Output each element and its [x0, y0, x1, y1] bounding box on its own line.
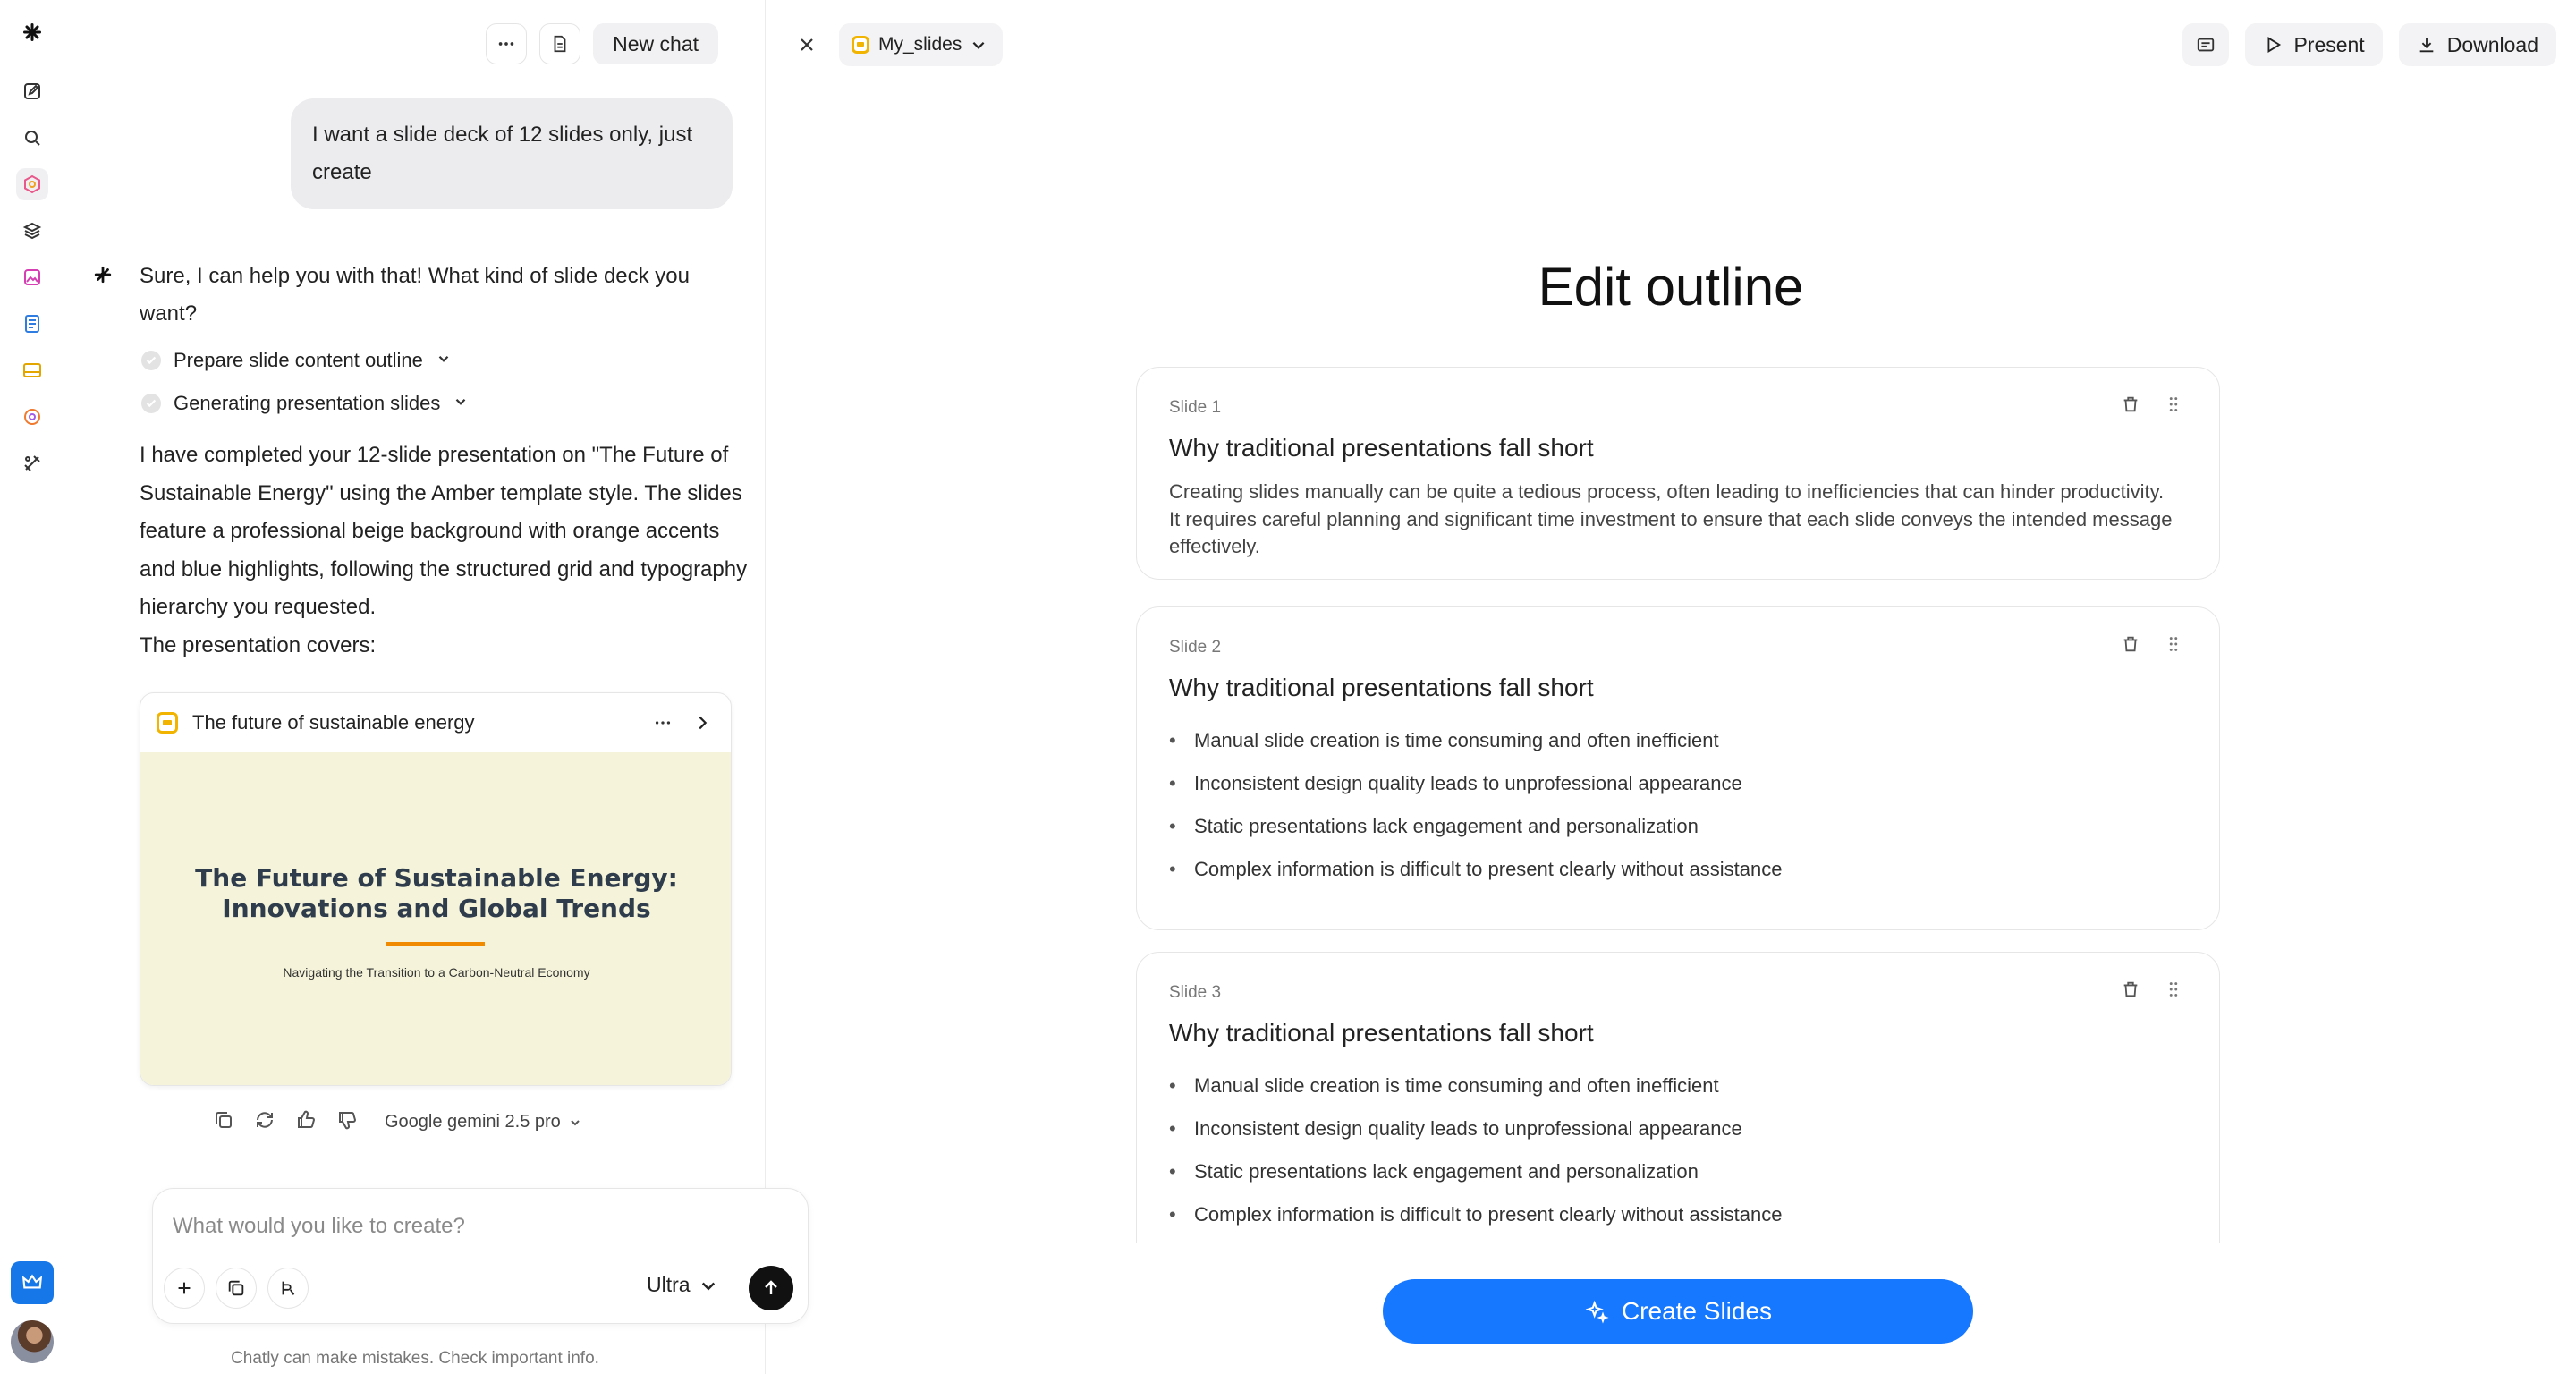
create-slides-label: Create Slides	[1621, 1297, 1773, 1325]
slide-card[interactable]	[1136, 606, 2220, 930]
preview-title-line-1: The Future of Sustainable Energy:	[195, 863, 678, 893]
app-logo-icon[interactable]	[16, 16, 48, 48]
avatar[interactable]	[11, 1320, 54, 1363]
editor-actions	[2182, 23, 2556, 66]
message-actions	[213, 1109, 582, 1135]
play-icon	[2263, 35, 2283, 55]
bullet-item[interactable]: • Manual slide creation is time consuming and often inefficient	[1169, 1073, 1782, 1115]
trash-icon[interactable]	[2121, 980, 2140, 1004]
apps-icon[interactable]	[16, 168, 48, 200]
bullet-text: Static presentations lack engagement and personalization	[1194, 1160, 1699, 1183]
slide-title[interactable]: Why traditional presentations fall short	[1169, 674, 1594, 701]
new-chat-icon[interactable]	[16, 75, 48, 107]
check-icon	[141, 351, 161, 370]
mode-selector[interactable]	[647, 1273, 717, 1297]
image-icon[interactable]	[16, 261, 48, 293]
search-icon[interactable]	[16, 122, 48, 154]
layout-toggle-button[interactable]	[2182, 23, 2229, 66]
card-title: The future of sustainable energy	[192, 711, 475, 734]
slide-bullets	[1169, 727, 1782, 899]
prompt-input[interactable]	[173, 1209, 781, 1244]
assistant-intro: Sure, I can help you with that! What kind of slide deck you want?	[140, 264, 690, 326]
outline-editor	[766, 0, 2576, 1374]
bullet-text: Static presentations lack engagement and personalization	[1194, 815, 1699, 837]
download-icon	[2417, 35, 2436, 55]
copy-icon[interactable]	[213, 1109, 234, 1135]
slide-body[interactable]: Creating slides manually can be quite a tedious process, often leading to inefficiencies that can hinder productivity. It requires careful planning and significant time investment to ensure that each slide conveys the intended message effectively.	[1169, 480, 2173, 557]
tools-button[interactable]	[267, 1268, 309, 1309]
bullet-text: Complex information is difficult to present clearly without assistance	[1194, 1203, 1783, 1226]
assistant-response	[140, 437, 757, 665]
step-label: Generating presentation slides	[174, 392, 441, 414]
bullet-item[interactable]: • Inconsistent design quality leads to unprofessional appearance	[1169, 770, 1782, 813]
thumbs-down-icon[interactable]	[336, 1109, 358, 1135]
model-label: Google gemini 2.5 pro	[385, 1112, 561, 1132]
drag-handle-icon[interactable]	[2164, 980, 2183, 1004]
add-attachment-button[interactable]	[164, 1268, 205, 1309]
document-icon-button[interactable]	[539, 23, 580, 64]
bullet-text: Manual slide creation is time consuming and often inefficient	[1194, 729, 1719, 751]
upgrade-crown-icon[interactable]	[11, 1261, 54, 1304]
slide-actions	[2121, 394, 2183, 419]
chat-composer	[152, 1188, 809, 1324]
check-icon	[141, 394, 161, 413]
preview-divider	[386, 942, 485, 946]
step-outline[interactable]	[141, 349, 452, 372]
more-icon[interactable]	[650, 710, 675, 735]
slide-actions	[2121, 634, 2183, 658]
disclaimer: Chatly can make mistakes. Check important info.	[231, 1349, 599, 1368]
page-title: Edit outline	[1538, 257, 1804, 317]
bullet-item[interactable]: • Manual slide creation is time consuming and often inefficient	[1169, 727, 1782, 770]
preview-subtitle: Navigating the Transition to a Carbon-Neutral Economy	[283, 965, 590, 980]
chevron-down-icon	[568, 1115, 582, 1130]
slide-title[interactable]: Why traditional presentations fall short	[1169, 434, 1594, 462]
bullet-text: Inconsistent design quality leads to unprofessional appearance	[1194, 772, 1742, 794]
bullet-item[interactable]: • Static presentations lack engagement and personalization	[1169, 813, 1782, 856]
slide-preview[interactable]	[140, 752, 732, 1086]
slide-actions	[2121, 980, 2183, 1004]
file-name: My_slides	[878, 34, 962, 55]
document-icon[interactable]	[16, 308, 48, 340]
chevron-down-icon	[699, 1276, 717, 1294]
create-slides-button[interactable]	[1383, 1279, 1973, 1344]
step-label: Prepare slide content outline	[174, 349, 423, 371]
layout-icon	[2196, 35, 2216, 55]
mode-label: Ultra	[647, 1273, 691, 1296]
slide-number: Slide 3	[1169, 983, 1222, 1002]
regenerate-icon[interactable]	[254, 1109, 275, 1135]
download-label: Download	[2446, 32, 2538, 56]
new-chat-button[interactable]: New chat	[593, 23, 718, 64]
user-message: I want a slide deck of 12 slides only, just create	[291, 98, 733, 209]
chevron-down-icon	[970, 37, 987, 53]
download-button[interactable]	[2399, 23, 2556, 66]
slides-icon[interactable]	[16, 354, 48, 386]
thumbs-up-icon[interactable]	[295, 1109, 317, 1135]
bullet-text: Inconsistent design quality leads to unprofessional appearance	[1194, 1117, 1742, 1140]
bullet-text: Complex information is difficult to present clearly without assistance	[1194, 858, 1783, 880]
slide-number: Slide 1	[1169, 398, 1222, 417]
icon-rail	[0, 0, 64, 1374]
layers-icon[interactable]	[16, 215, 48, 247]
response-covers: The presentation covers:	[140, 632, 377, 657]
present-label: Present	[2293, 32, 2365, 56]
slide-outline-list	[1136, 367, 2220, 1243]
sparkle-icon	[1584, 1299, 1609, 1324]
close-icon[interactable]	[792, 30, 821, 59]
bullet-item[interactable]: • Complex information is difficult to present clearly without assistance	[1169, 1201, 1782, 1243]
model-selector[interactable]	[385, 1112, 582, 1132]
trash-icon[interactable]	[2121, 634, 2140, 658]
chevron-down-icon[interactable]	[436, 349, 452, 372]
file-selector[interactable]	[839, 23, 1003, 66]
step-generating[interactable]	[141, 392, 469, 415]
chat-panel	[64, 0, 766, 1374]
slides-file-icon	[852, 36, 869, 54]
response-text: I have completed your 12-slide presentation on "The Future of Sustainable Energy" using the Amber template style. The slides feature a professional beige background with orange accents and blue highlights, following the structured grid and typography hierarchy you requested.	[140, 443, 748, 619]
presentation-card[interactable]	[140, 692, 732, 1086]
trash-icon[interactable]	[2121, 394, 2140, 419]
slide-card[interactable]	[1136, 952, 2220, 1243]
slide-number: Slide 2	[1169, 638, 1222, 657]
preview-title	[140, 863, 732, 924]
bullet-item[interactable]: • Static presentations lack engagement and personalization	[1169, 1158, 1782, 1201]
chat-toolbar	[486, 23, 718, 64]
library-button[interactable]	[216, 1268, 257, 1309]
bullet-item[interactable]: • Complex information is difficult to present clearly without assistance	[1169, 856, 1782, 899]
drag-handle-icon[interactable]	[2164, 634, 2183, 658]
slide-bullets	[1169, 1073, 1782, 1243]
slide-title[interactable]: Why traditional presentations fall short	[1169, 1019, 1594, 1047]
bullet-item[interactable]: • Inconsistent design quality leads to unprofessional appearance	[1169, 1115, 1782, 1158]
assistant-logo-icon	[93, 265, 113, 284]
palette-icon[interactable]	[16, 401, 48, 433]
present-button[interactable]	[2245, 23, 2382, 66]
tools-icon[interactable]	[16, 447, 48, 479]
bullet-text: Manual slide creation is time consuming and often inefficient	[1194, 1074, 1719, 1097]
slide-card[interactable]	[1136, 367, 2220, 580]
card-header	[140, 693, 731, 752]
drag-handle-icon[interactable]	[2164, 394, 2183, 419]
preview-title-line-2: Innovations and Global Trends	[222, 894, 651, 923]
chevron-down-icon[interactable]	[453, 392, 469, 415]
more-options-button[interactable]	[486, 23, 527, 64]
slides-file-icon	[157, 712, 178, 734]
chevron-right-icon[interactable]	[690, 710, 715, 735]
